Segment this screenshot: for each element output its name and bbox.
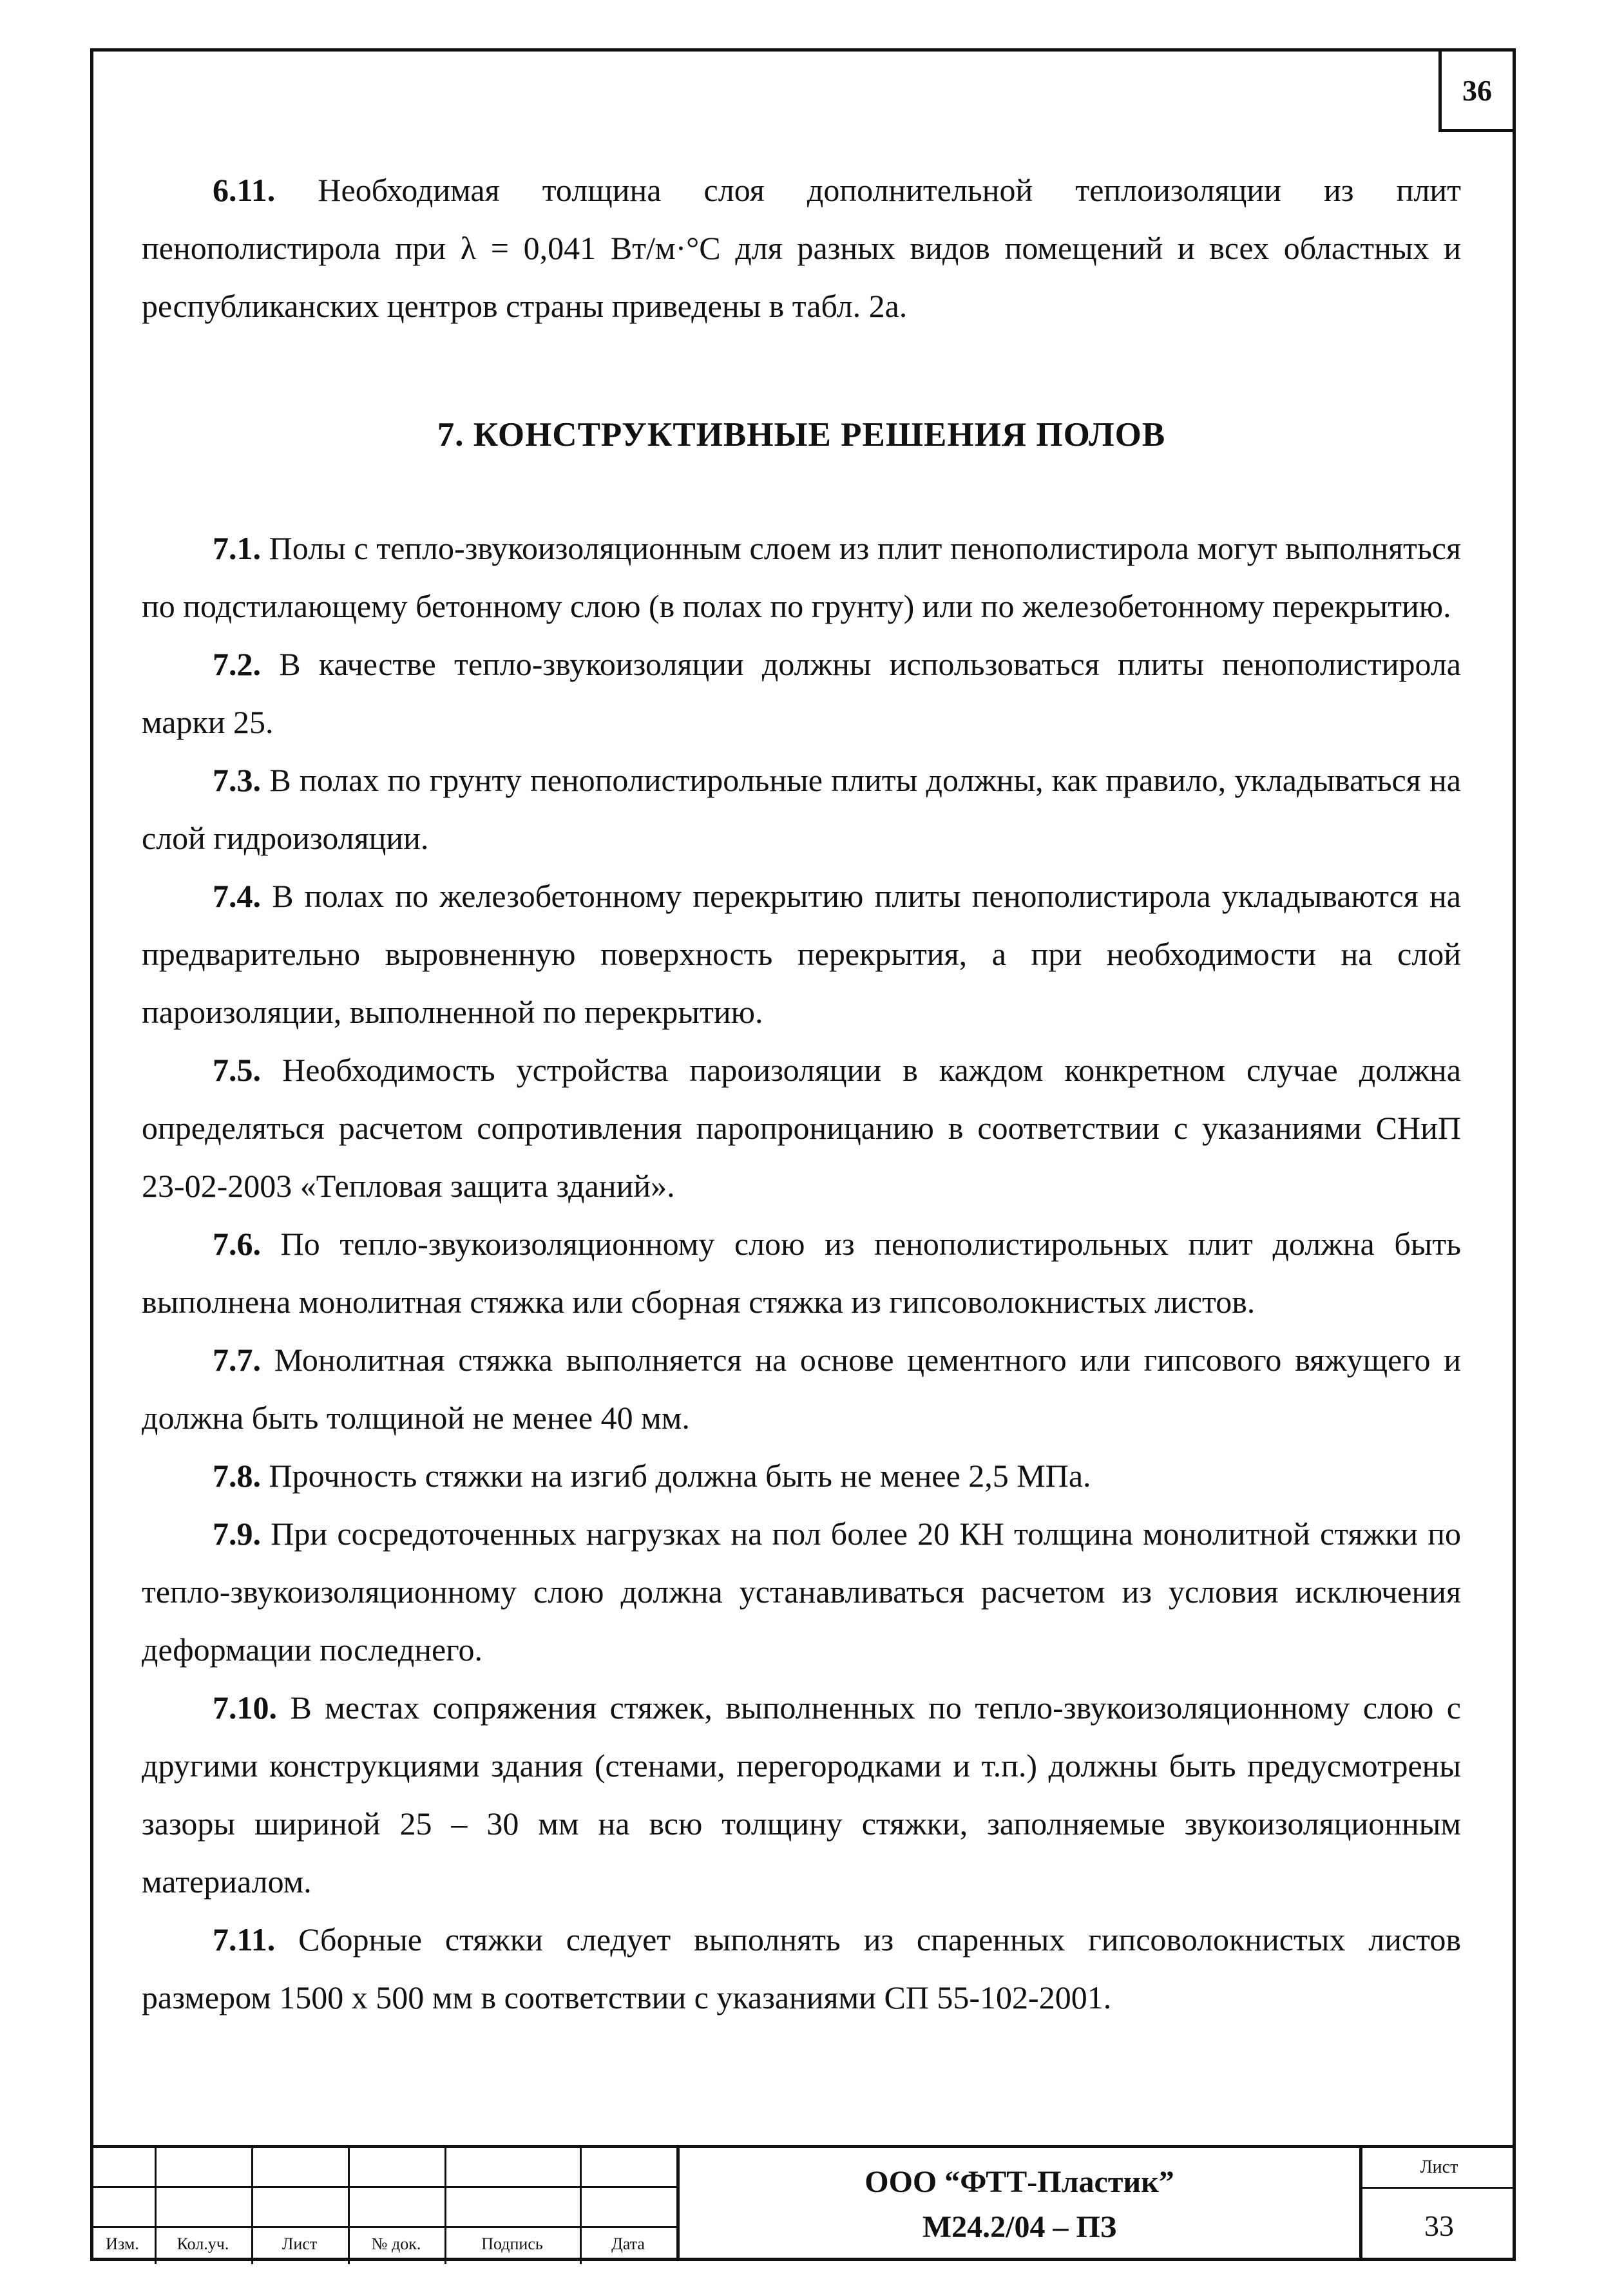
sheet-number: 33 — [1424, 2209, 1454, 2242]
paragraph-6-11 — [142, 161, 1461, 335]
paragraph-7-4 — [142, 867, 1461, 1041]
paragraph-7-10 — [142, 1679, 1461, 1910]
paragraph-7-7 — [142, 1331, 1461, 1447]
paragraph-number: 7.11. — [213, 1921, 276, 1958]
column-header-change: Изм. — [106, 2234, 139, 2253]
paragraph-text: В полах по железобетонному перекрытию плиты пенополистирола укладываются на предварительно выровненную поверхность перекрытия, а при необходимости на слой пароизоляции, выполненной по перекрытию. — [142, 878, 1461, 1030]
column-header-qty: Кол.уч. — [177, 2234, 229, 2253]
paragraph-7-2 — [142, 635, 1461, 751]
paragraph-7-6 — [142, 1215, 1461, 1331]
sheet-cell — [1359, 2145, 1516, 2261]
paragraph-text: В полах по грунту пенополистирольные плиты должны, как правило, укладываться на слой гидроизоляции. — [142, 762, 1461, 856]
paragraph-number: 7.7. — [213, 1342, 261, 1378]
page-number-top — [1438, 48, 1516, 132]
paragraph-number: 7.10. — [213, 1690, 277, 1726]
paragraph-number: 7.2. — [213, 646, 261, 682]
document-code: М24.2/04 – ПЗ — [922, 2209, 1117, 2244]
paragraph-number: 7.3. — [213, 762, 261, 798]
page-number-top-value: 36 — [1462, 73, 1492, 107]
paragraph-number: 7.4. — [213, 878, 261, 914]
paragraph-text: Прочность стяжки на изгиб должна быть не менее 2,5 МПа. — [261, 1458, 1091, 1494]
organization-cell — [676, 2145, 1359, 2261]
paragraph-number: 7.9. — [213, 1516, 261, 1552]
paragraph-text: Монолитная стяжка выполняется на основе цементного или гипсового вяжущего и должна быть толщиной не менее 40 мм. — [142, 1342, 1461, 1436]
revision-grid — [90, 2145, 676, 2261]
paragraph-7-11 — [142, 1910, 1461, 2026]
sheet-label: Лист — [1362, 2148, 1516, 2189]
paragraph-number: 6.11. — [213, 172, 276, 208]
paragraph-7-8 — [142, 1447, 1461, 1505]
column-header-signature: Подпись — [481, 2234, 543, 2253]
column-header-date: Дата — [611, 2234, 645, 2253]
paragraph-text: Сборные стяжки следует выполнять из спаренных гипсоволокнистых листов размером 1500 х 500 мм в соответствии с указаниями СП 55-102-2001. — [142, 1921, 1461, 2015]
paragraph-number: 7.8. — [213, 1458, 261, 1494]
paragraph-number: 7.6. — [213, 1226, 261, 1262]
paragraph-text: При сосредоточенных нагрузках на пол более 20 КН толщина монолитной стяжки по тепло-звукоизоляционному слою должна устанавливаться расчетом из условия исключения деформации последнего. — [142, 1516, 1461, 1668]
paragraph-text: Необходимость устройства пароизоляции в каждом конкретном случае должна определяться расчетом сопротивления паропроницанию в соответствии с указаниями СНиП 23-02-2003 «Тепловая защита зданий». — [142, 1052, 1461, 1204]
section-heading: 7. КОНСТРУКТИВНЫЕ РЕШЕНИЯ ПОЛОВ — [437, 416, 1166, 453]
paragraph-text: Необходимая толщина слоя дополнительной теплоизоляции из плит пенополистирола при λ = 0,041 Вт/м·°С для разных видов помещений и всех областных и республиканских центров страны приведены в табл. 2а. — [142, 172, 1461, 324]
paragraph-text: В качестве тепло-звукоизоляции должны использоваться плиты пенополистирола марки 25. — [142, 646, 1461, 740]
paragraph-7-1 — [142, 519, 1461, 635]
column-header-sheet: Лист — [282, 2234, 318, 2253]
revision-row — [90, 2188, 676, 2228]
document-body — [142, 161, 1461, 2026]
paragraph-7-9 — [142, 1505, 1461, 1679]
paragraph-number: 7.1. — [213, 530, 261, 566]
paragraph-text: Полы с тепло-звукоизоляционным слоем из плит пенополистирола могут выполняться по подстилающему бетонному слою (в полах по грунту) или по железобетонному перекрытию. — [142, 530, 1461, 624]
organization-name: ООО “ФТТ-Пластик” — [865, 2164, 1174, 2199]
title-block — [90, 2145, 1516, 2261]
column-header-doc-number: № док. — [371, 2234, 421, 2253]
revision-row — [90, 2148, 676, 2188]
paragraph-text: В местах сопряжения стяжек, выполненных по тепло-звукоизоляционному слою с другими конструкциями здания (стенами, перегородками и т.п.) должны быть предусмотрены зазоры шириной 25 – 30 мм на всю толщину стяжки, заполняемые звукоизоляционным материалом. — [142, 1690, 1461, 1900]
paragraph-text: По тепло-звукоизоляционному слою из пенополистирольных плит должна быть выполнена монолитная стяжка или сборная стяжка из гипсоволокнистых листов. — [142, 1226, 1461, 1320]
paragraph-number: 7.5. — [213, 1052, 261, 1088]
paragraph-7-3 — [142, 751, 1461, 867]
paragraph-7-5 — [142, 1041, 1461, 1215]
